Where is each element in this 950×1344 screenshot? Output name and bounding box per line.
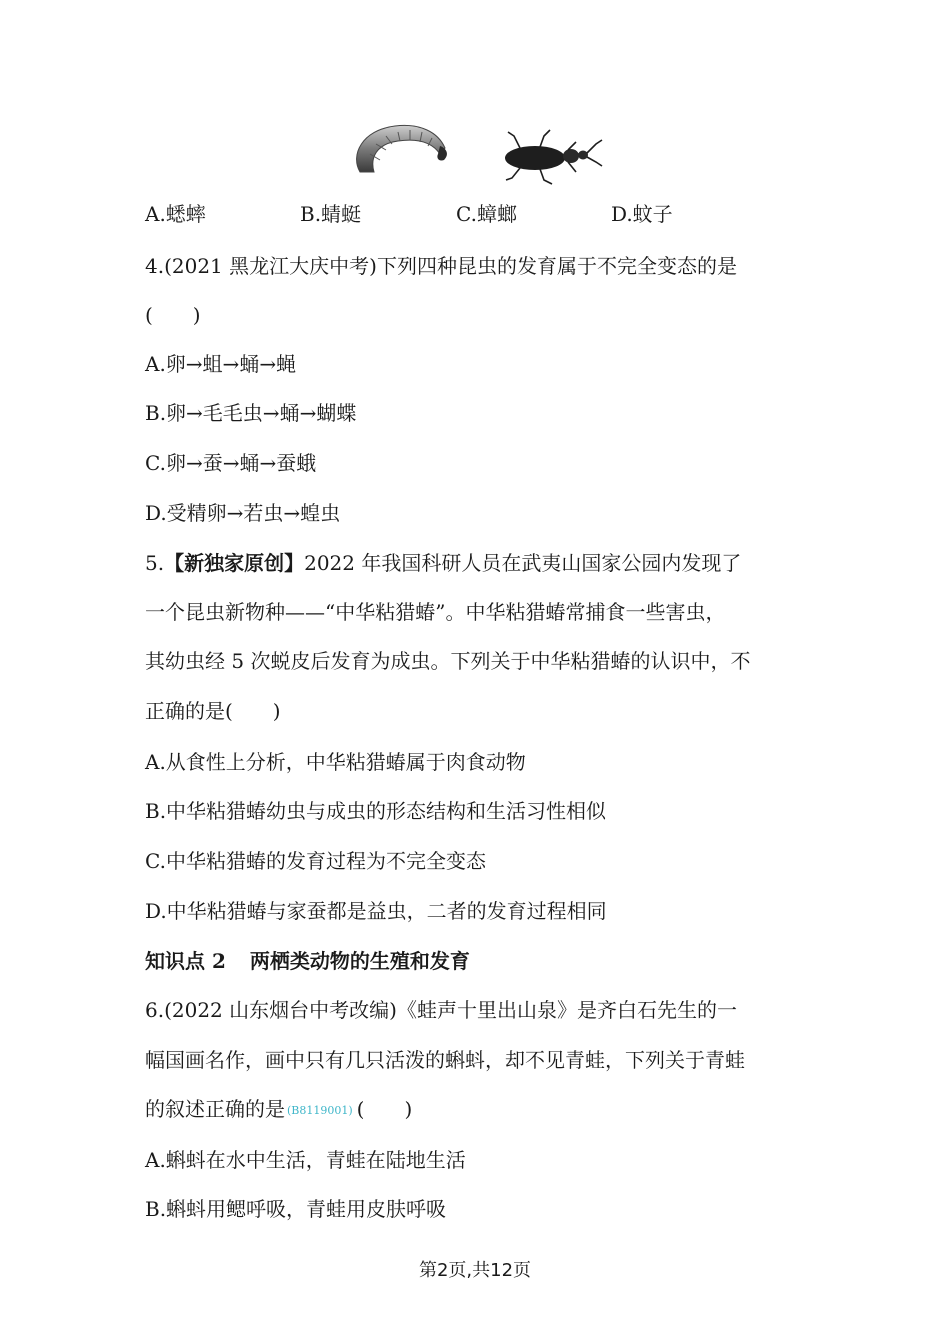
- beetle-icon: [505, 130, 602, 184]
- q5-option-d: D.中华粘猎蝽与家蚕都是益虫，二者的发育过程相同: [145, 899, 607, 923]
- section-label: 知识点 2: [145, 949, 226, 973]
- q5-line-4: 正确的是( ): [145, 699, 281, 723]
- q6-text: 的叙述正确的是: [145, 1097, 285, 1121]
- q3-option-d: D.蚊子: [611, 202, 673, 226]
- q5-line-2: 一个昆虫新物种——“中华粘猎蝽”。中华粘猎蝽常捕食一些害虫，: [145, 600, 726, 624]
- q5-option-b: B.中华粘猎蝽幼虫与成虫的形态结构和生活习性相似: [145, 799, 607, 823]
- mealworm-larva-icon: [340, 110, 610, 190]
- section-title: 两栖类动物的生殖和发育: [249, 949, 470, 973]
- q6-question-code: (B8119001): [287, 1104, 353, 1117]
- q3-option-a: A.蟋蟀: [145, 202, 206, 226]
- q5-line-1: [145, 549, 741, 577]
- q4-option-c: C.卵→蚕→蛹→蚕蛾: [145, 451, 317, 475]
- q6-option-b: B.蝌蚪用鳃呼吸，青蛙用皮肤呼吸: [145, 1197, 447, 1221]
- q3-option-c: C.蟑螂: [456, 202, 517, 226]
- q4-option-b: B.卵→毛毛虫→蛹→蝴蝶: [145, 401, 357, 425]
- q6-line-1: 6.(2022 山东烟台中考改编)《蛙声十里出山泉》是齐白石先生的一: [145, 998, 737, 1022]
- q6-line-2: 幅国画名作，画中只有几只活泼的蝌蚪，却不见青蛙，下列关于青蛙: [145, 1048, 745, 1072]
- q5-option-c: C.中华粘猎蝽的发育过程为不完全变态: [145, 849, 486, 873]
- q5-option-a: A.从食性上分析，中华粘猎蝽属于肉食动物: [145, 750, 526, 774]
- q5-text: 2022 年我国科研人员在武夷山国家公园内发现了: [304, 551, 742, 575]
- q5-line-3: 其幼虫经 5 次蜕皮后发育为成虫。下列关于中华粘猎蝽的认识中，不: [145, 649, 751, 673]
- section-heading: [145, 947, 470, 975]
- q3-option-b: B.蜻蜓: [300, 202, 362, 226]
- q4-stem: 4.(2021 黑龙江大庆中考)下列四种昆虫的发育属于不完全变态的是: [145, 254, 737, 278]
- insect-figure: [340, 110, 610, 190]
- page-footer: 第2页,共12页: [418, 1260, 532, 1281]
- q4-answer-paren: ( ): [145, 303, 201, 327]
- q6-option-a: A.蝌蚪在水中生活，青蛙在陆地生活: [145, 1148, 466, 1172]
- q4-option-a: A.卵→蛆→蛹→蝇: [145, 352, 297, 376]
- q5-tag: 【新独家原创】: [164, 551, 305, 575]
- q5-number: 5.: [145, 551, 165, 575]
- q4-option-d: D.受精卵→若虫→蝗虫: [145, 501, 341, 525]
- q6-answer-paren: ( ): [356, 1097, 413, 1121]
- q6-line-3: [145, 1095, 412, 1125]
